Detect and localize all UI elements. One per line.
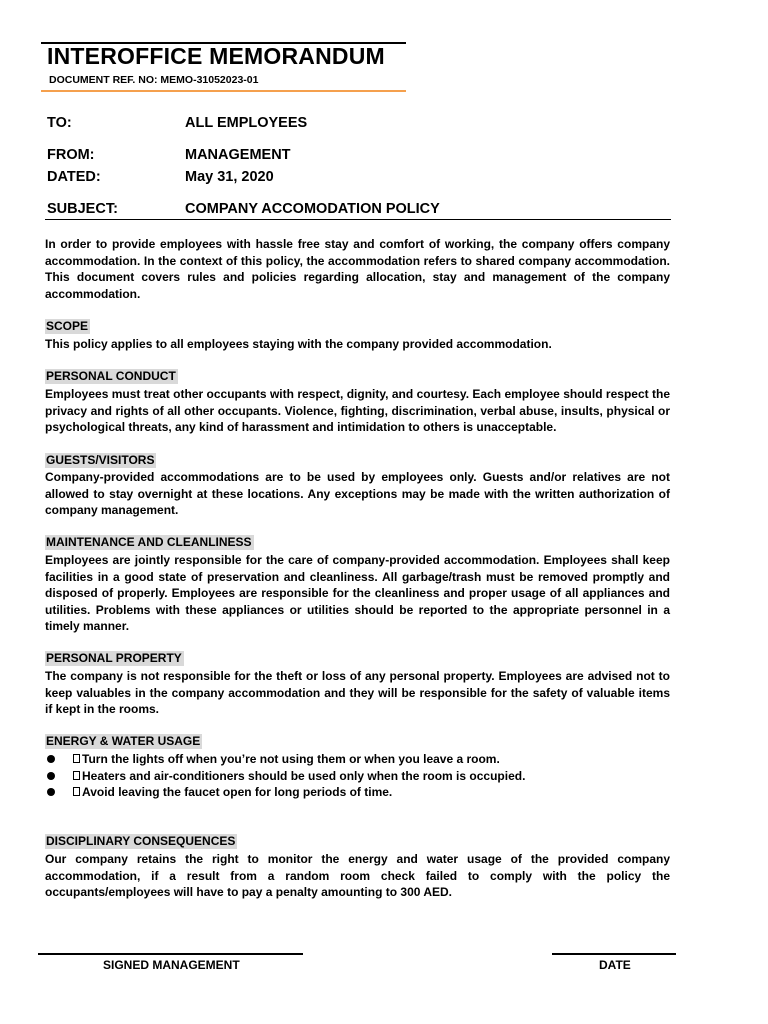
bullet-text: Turn the lights off when you’re not using them or when you leave a room. xyxy=(82,752,500,766)
bullet-text: Heaters and air-conditioners should be used only when the room is occupied. xyxy=(82,768,526,783)
subject-rule xyxy=(45,219,671,220)
bullet-dot-icon xyxy=(47,755,55,763)
maintenance-heading: MAINTENANCE AND CLEANLINESS xyxy=(46,535,252,549)
signature-line xyxy=(38,953,303,955)
from-label: FROM: xyxy=(47,147,95,163)
memo-title: INTEROFFICE MEMORANDUM xyxy=(47,43,385,69)
guests-visitors-heading: GUESTS/VISITORS xyxy=(46,453,155,467)
checkbox-glyph-icon xyxy=(73,771,80,780)
scope-heading: SCOPE xyxy=(46,319,89,333)
list-item xyxy=(45,784,670,801)
list-item xyxy=(45,751,670,768)
date-line xyxy=(552,953,676,955)
list-item xyxy=(45,768,670,785)
maintenance-body: Employees are jointly responsible for the care of company-provided accommodation. Employees shall keep facilities in a good state of preservation and cleanliness. All garbage/trash must be removed promptly and disposed of properly. Employees are responsible for the cleanliness and proper usage of all appliances and utilities. Problems with these appliances or utilities should be reported to the appropriate personnel in a timely manner. xyxy=(45,553,670,633)
checkbox-glyph-icon xyxy=(73,754,80,763)
personal-property-heading: PERSONAL PROPERTY xyxy=(46,651,182,665)
from-value: MANAGEMENT xyxy=(185,147,291,163)
date-label: DATE xyxy=(599,958,631,972)
accent-rule xyxy=(41,90,406,92)
subject-value: COMPANY ACCOMODATION POLICY xyxy=(185,201,440,217)
subject-label: SUBJECT: xyxy=(47,201,118,217)
bullet-dot-icon xyxy=(47,788,55,796)
energy-bullet-list xyxy=(45,751,670,801)
personal-property-body: The company is not responsible for the theft or loss of any personal property. Employees are advised not to keep valuables in the company accommodation and they will be responsible for the safety of valuable items if kept in the rooms. xyxy=(45,669,670,716)
bullet-text: Avoid leaving the faucet open for long periods of time. xyxy=(82,785,393,799)
to-value: ALL EMPLOYEES xyxy=(185,115,308,131)
checkbox-glyph-icon xyxy=(73,787,80,796)
energy-water-heading: ENERGY & WATER USAGE xyxy=(46,734,201,748)
dated-label: DATED: xyxy=(47,169,101,185)
intro-paragraph: In order to provide employees with hassle free stay and comfort of working, the company offers company accommodation. In the context of this policy, the accommodation refers to shared company accommodation. This document covers rules and policies regarding allocation, stay and management of the company accommodation. xyxy=(45,237,670,301)
personal-conduct-heading: PERSONAL CONDUCT xyxy=(46,369,176,383)
scope-body: This policy applies to all employees staying with the company provided accommodation. xyxy=(45,337,552,351)
document-reference: DOCUMENT REF. NO: MEMO-31052023-01 xyxy=(49,74,259,86)
disciplinary-body: Our company retains the right to monitor the energy and water usage of the provided company accommodation, if a result from a random room check failed to comply with the policy the occupants/employees will have to pay a penalty amounting to 300 AED. xyxy=(45,852,670,899)
personal-conduct-body: Employees must treat other occupants with respect, dignity, and courtesy. Each employee should respect the privacy and rights of all other occupants. Violence, fighting, discrimination, verbal abuse, insults, physical or psychological threats, any kind of harassment and intimidation to others is unacceptable. xyxy=(45,387,670,434)
to-label: TO: xyxy=(47,115,72,131)
disciplinary-heading: DISCIPLINARY CONSEQUENCES xyxy=(46,834,236,848)
guests-visitors-body: Company-provided accommodations are to be used by employees only. Guests and/or relatives are not allowed to stay overnight at these locations. Any exceptions may be made with the written authorization of company management. xyxy=(45,470,670,517)
signed-management-label: SIGNED MANAGEMENT xyxy=(103,958,240,972)
bullet-dot-icon xyxy=(47,772,55,780)
dated-value: May 31, 2020 xyxy=(185,169,274,185)
